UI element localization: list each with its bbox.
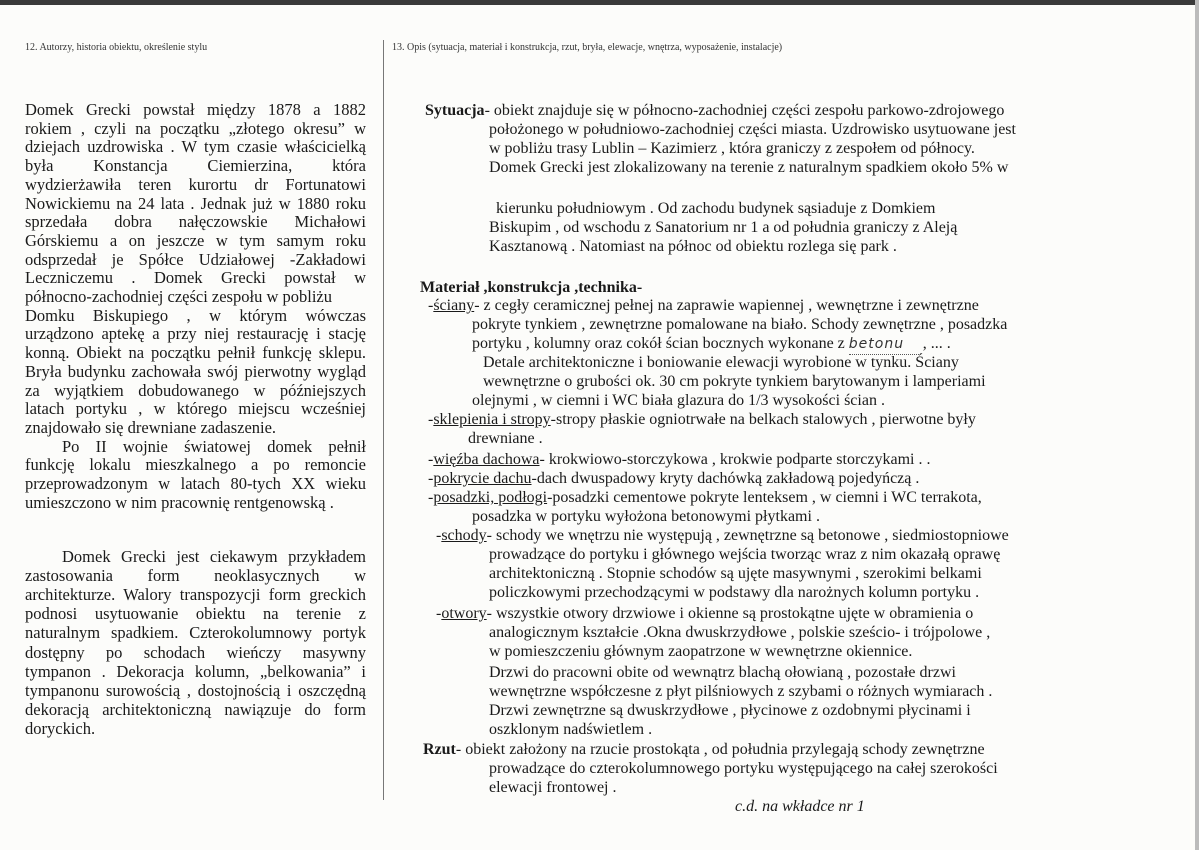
section-12-heading: 12. Autorzy, historia obiektu, określenie stylu	[25, 42, 208, 53]
history-text-line: Górskiemu a on jeszcze w tym samym roku	[25, 230, 366, 250]
line-suffix: , ... .	[918, 335, 951, 352]
line-text: policzkowymi przechodzącymi w podstawy dla narożnych kolumn portyku .	[489, 584, 980, 601]
section-label: schody	[441, 527, 487, 544]
history-text-line: przeprowadzonym w latach 80-tych XX wieku	[25, 474, 366, 493]
line-prefix: -	[428, 489, 434, 506]
section-label: Rzut	[423, 741, 456, 758]
scan-edge-right	[1195, 0, 1199, 850]
section-label: sklepienia i stropy	[433, 411, 551, 428]
section-label: ściany	[433, 297, 475, 314]
line-text: - z cegły ceramicznej pełnej na zaprawie wapiennej , wewnętrzne i zewnętrzne	[474, 297, 979, 314]
line-text: -posadzki cementowe pokryte lenteksem , w ciemni i WC terrakota,	[547, 489, 982, 506]
history-text-line: dostępny po schodach wieńczy masywny	[25, 642, 366, 662]
history-text-line: rokiem , czyli na początku „złotego okresu” w	[25, 118, 366, 138]
line-text: Domek Grecki jest zlokalizowany na terenie z naturalnym spadkiem około 5% w	[489, 159, 1009, 176]
section-label: Materiał ,konstrukcja ,technika-	[420, 279, 643, 296]
history-text-line: podnosi usytuowanie obiektu na terenie z	[25, 604, 366, 624]
description-line	[428, 410, 976, 429]
description-line	[489, 623, 990, 642]
description-line	[489, 663, 956, 682]
history-text-line: doryckich.	[25, 718, 96, 738]
description-line	[489, 139, 975, 158]
description-line	[428, 296, 979, 315]
line-text: Drzwi zewnętrzne są dwuskrzydłowe , płycinowe z ozdobnymi płycinami i	[489, 702, 971, 719]
line-text: c.d. na wkładce nr 1	[735, 798, 865, 815]
history-text-line: umieszczono w nim pracownię rentgenowską .	[25, 492, 334, 512]
history-text-line: tympanonu surowością , dostojnością i oszczędną	[25, 680, 366, 700]
section-label: pokrycie dachu	[433, 470, 532, 487]
history-text-line: za wyjątkiem dobudowanego w późniejszych	[25, 380, 366, 400]
description-line	[489, 120, 1016, 139]
history-text-line: latach portyku , w którego miejscu wcześniej	[25, 399, 366, 419]
history-text-line: znajdowało się drewniane zadaszenie.	[25, 417, 277, 437]
history-text-line: wydzierżawiła teren kurortu dr Fortunatowi	[25, 174, 366, 194]
description-line	[489, 583, 979, 602]
line-text: olejnymi , w ciemni i WC biała glazura do 1/3 wysokości ścian .	[472, 392, 885, 409]
section-label: otwory	[441, 605, 487, 622]
history-text-line: zastosowania form neoklasycznych w	[25, 566, 366, 586]
description-line	[489, 778, 617, 797]
description-line	[472, 507, 820, 526]
line-text: pokryte tynkiem , zewnętrzne pomalowane na biało. Schody zewnętrzne , posadzka	[472, 316, 1008, 333]
description-line	[420, 278, 642, 297]
line-text: - wszystkie otwory drzwiowe i okienne są prostokątne ujęte w obramienia o	[486, 605, 974, 622]
line-text: kierunku południowym . Od zachodu budynek sąsiaduje z Domkiem	[496, 200, 936, 217]
history-text-line: konną. Obiekt na początku pełnił funkcję sklepu.	[25, 343, 366, 363]
section-label: Sytuacja	[425, 102, 485, 119]
description-line	[489, 218, 957, 237]
description-line	[489, 720, 652, 739]
history-text-line: Leczniczemu . Domek Grecki powstał w	[25, 268, 366, 288]
description-line	[468, 429, 543, 448]
description-line	[428, 450, 931, 469]
line-text: Biskupim , od wschodu z Sanatorium nr 1 a od południa graniczy z Aleją	[489, 219, 958, 236]
description-line	[489, 564, 982, 583]
line-text: prowadzące do portyku i głównego wejścia tworząc wraz z nim okazałą oprawę	[489, 546, 1001, 563]
line-prefix: -	[428, 470, 434, 487]
line-text: w pobliżu trasy Lublin – Kazimierz , która graniczy z zespołem od północy.	[489, 140, 975, 157]
description-line	[472, 315, 1007, 334]
description-line	[489, 682, 992, 701]
history-text-line: Po II wojnie światowej domek pełnił	[62, 436, 366, 456]
line-text: Detale architektoniczne i boniowanie elewacji wyrobione w tynku. Ściany	[483, 354, 959, 371]
description-line	[472, 391, 885, 410]
description-line	[489, 545, 1000, 564]
line-text: architektoniczną . Stopnie schodów są ujęte masywnymi , szerokimi belkami	[489, 565, 982, 582]
description-line	[472, 334, 951, 355]
history-text-line: dziejach uzdrowiska . W tym czasie właścicielką	[25, 137, 366, 157]
history-text-line: Domek Grecki jest ciekawym przykładem	[62, 547, 366, 566]
history-text-line: funkcję lokalu mieszkalnego a po remoncie	[25, 455, 366, 475]
section-13-heading: 13. Opis (sytuacja, materiał i konstrukcja, rzut, bryła, elewacje, wnętrza, wyposażenie, instalacje)	[392, 42, 783, 53]
line-text: posadzka w portyku wyłożona betonowymi płytkami .	[472, 508, 820, 525]
line-text: analogicznym kształcie .Okna dwuskrzydłowe , polskie sześcio- i trójpolowe ,	[489, 624, 991, 641]
history-text-line: naturalnym spadkiem. Czterokolumnowy portyk	[25, 623, 366, 643]
description-line	[436, 604, 973, 623]
line-prefix: -	[436, 605, 442, 622]
line-text: - krokwiowo-storczykowa , krokwie podparte storczykami . .	[539, 451, 931, 468]
handwritten-entry: betonu	[849, 335, 919, 355]
scan-edge-top	[0, 0, 1199, 5]
line-text: portyku , kolumny oraz cokół ścian bocznych wykonane z	[472, 335, 849, 352]
line-text: drewniane .	[468, 430, 543, 447]
line-text: - schody we wnętrzu nie występują , zewnętrzne są betonowe , siedmiostopniowe	[486, 527, 1009, 544]
line-text: -dach dwuspadowy kryty dachówką zakładową pojedyńczą .	[531, 470, 920, 487]
line-text: oszklonym nadświetlem .	[489, 721, 653, 738]
history-text-line: Domek Grecki powstał między 1878 a 1882	[25, 100, 366, 119]
section-label: posadzki, podłogi	[433, 489, 548, 506]
description-line	[428, 488, 982, 507]
description-line	[489, 759, 998, 778]
history-text-line: dekoracją architektoniczną nawiązuje do form	[25, 699, 366, 719]
line-prefix: -	[436, 527, 442, 544]
description-line	[436, 526, 1009, 545]
line-text: -stropy płaskie ogniotrwałe na belkach stalowych , pierwotne były	[550, 411, 976, 428]
description-line	[423, 740, 985, 759]
description-line	[496, 199, 935, 218]
section-label: więźba dachowa	[433, 451, 540, 468]
description-line	[489, 158, 1008, 177]
description-line	[489, 701, 971, 720]
line-text: prowadzące do czterokolumnowego portyku występującego na całej szerokości	[489, 760, 998, 777]
column-divider	[383, 40, 384, 800]
history-text-line: architekturze. Walory transpozycji form greckich	[25, 585, 366, 605]
description-line	[489, 642, 912, 661]
line-prefix: -	[428, 451, 434, 468]
line-text: - obiekt założony na rzucie prostokąta , od południa przylegają schody zewnętrzne	[455, 741, 985, 758]
history-text-line: Bryła budynku zachowała swój pierwotny wygląd	[25, 361, 366, 381]
line-text: - obiekt znajduje się w północno-zachodniej części zespołu parkowo-zdrojowego	[484, 102, 1005, 119]
line-text: wewnętrzne współczesne z płyt pilśniowych z szybami o różnych wymiarach .	[489, 683, 993, 700]
history-text-line: Domku Biskupiego , w którym wówczas	[25, 305, 366, 325]
line-text: położonego w południowo-zachodniej części miasta. Uzdrowisko usytuowane jest	[489, 121, 1016, 138]
history-text-line: odsprzedał je Spółce Udziałowej -Zakładowi	[25, 249, 366, 269]
line-text: w pomieszczeniu głównym zaopatrzone w wewnętrzne okiennice.	[489, 643, 913, 660]
description-line	[489, 237, 897, 256]
history-text-line: była Konstancja Ciemierzina, która	[25, 156, 366, 176]
line-text: Kasztanową . Natomiast na północ od obiektu rozlega się park .	[489, 238, 897, 255]
description-line	[735, 797, 865, 816]
history-text-line: tympanon . Dekoracja kolumn, „belkowania” i	[25, 661, 366, 681]
description-line	[483, 353, 959, 372]
history-text-line: sprzedała dobra nałęczowskie Michałowi	[25, 212, 366, 232]
line-prefix: -	[428, 411, 434, 428]
line-text: wewnętrzne o grubości ok. 30 cm pokryte tynkiem barytowanym i lamperiami	[483, 373, 986, 390]
description-line	[425, 101, 1004, 120]
description-line	[428, 469, 919, 488]
description-line	[483, 372, 986, 391]
history-text-line: urządzono aptekę a przy niej restaurację i stację	[25, 324, 366, 344]
history-text-line: Nowickiemu na 24 lata . Jednak już w 1880 roku	[25, 193, 366, 213]
line-text: elewacji frontowej .	[489, 779, 617, 796]
line-prefix: -	[428, 297, 434, 314]
history-text-line: północno-zachodniej części zespołu w pobliżu	[25, 287, 332, 306]
line-text: Drzwi do pracowni obite od wewnątrz blachą ołowianą , pozostałe drzwi	[489, 664, 956, 681]
